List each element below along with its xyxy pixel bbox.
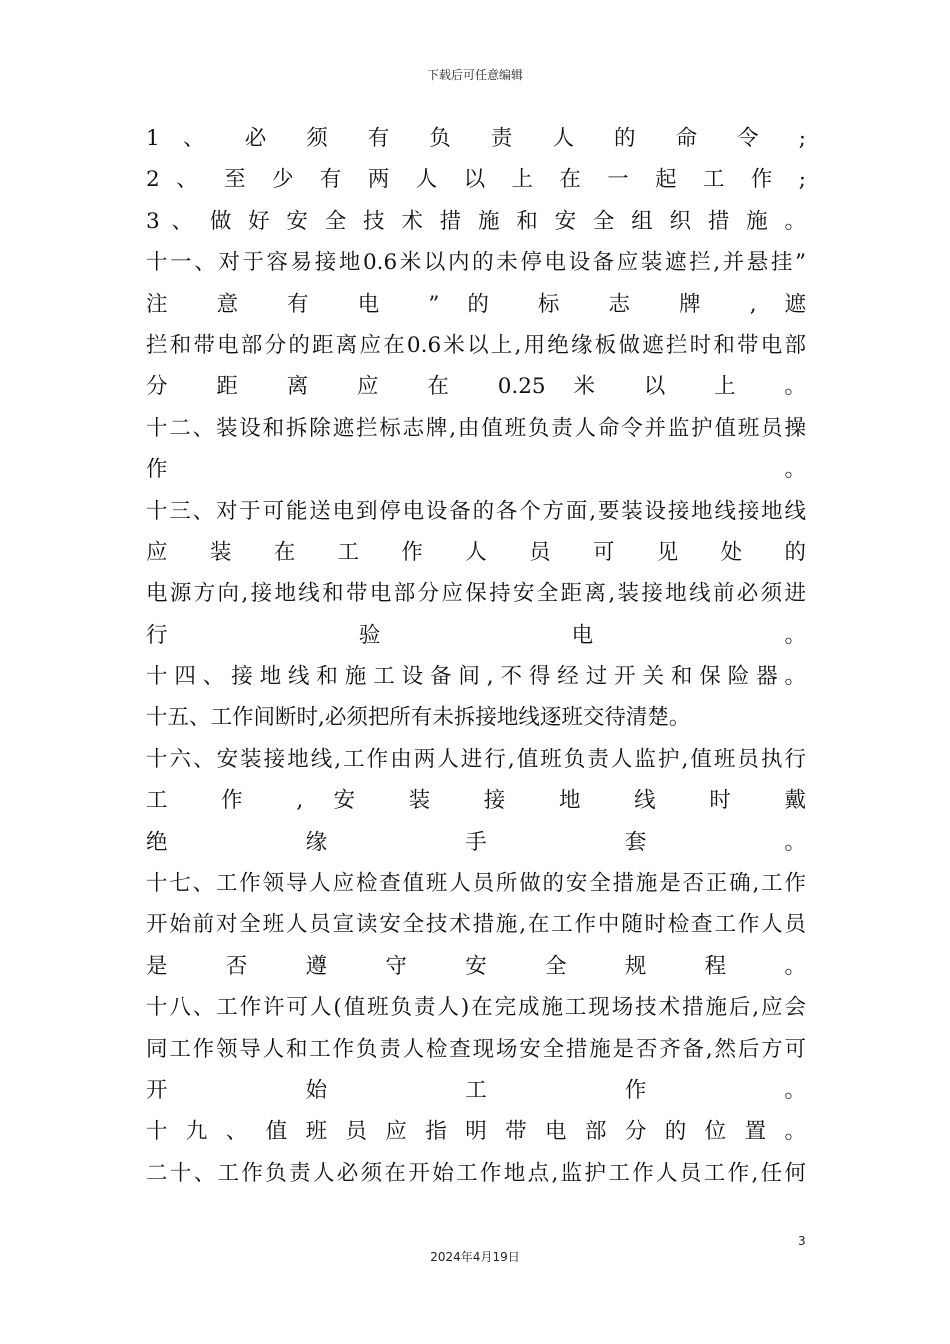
text-line: 是 否 遵 守 安 全 规 程 。 (146, 953, 806, 979)
text-line: 作 。 (146, 457, 806, 483)
text-line: 开 始 工 作 。 (146, 1077, 806, 1103)
text-line: 分 距 离 应 在 0.25 米 以 上 。 (146, 374, 806, 400)
text-line: 同工作领导人和工作负责人检查现场安全措施是否齐备,然后方可 (146, 1036, 806, 1062)
text-line: 行 验 电 。 (146, 622, 806, 648)
text-line: 注 意 有 电 ” 的 标 志 牌 , 遮 (146, 291, 806, 317)
text-line: 工 作 , 安 装 接 地 线 时 戴 (146, 788, 806, 814)
text-line: 拦和带电部分的距离应在0.6米以上,用绝缘板做遮拦时和带电部 (146, 332, 806, 358)
text-line: 二十、工作负责人必须在开始工作地点,监护工作人员工作,任何 (146, 1160, 806, 1186)
text-line: 十六、安装接地线,工作由两人进行,值班负责人监护,值班员执行 (146, 746, 806, 772)
text-line: 1 、 必 须 有 负 责 人 的 命 令 ; (146, 126, 806, 151)
document-body (146, 118, 806, 1194)
text-line: 2 、 至 少 有 两 人 以 上 在 一 起 工 作 ; (146, 167, 806, 193)
text-line: 开始前对全班人员宣读安全技术措施,在工作中随时检查工作人员 (146, 912, 806, 938)
text-line: 十五、工作间断时,必须把所有未拆接地线逐班交待清楚。 (146, 705, 691, 731)
text-line: 绝 缘 手 套 。 (146, 829, 806, 855)
text-line: 十二、装设和拆除遮拦标志牌,由值班负责人命令并监护值班员操 (146, 415, 806, 441)
text-line: 应 装 在 工 作 人 员 可 见 处 的 (146, 539, 806, 565)
text-line: 十三、对于可能送电到停电设备的各个方面,要装设接地线接地线 (146, 498, 806, 524)
text-line: 十 九 、 值 班 员 应 指 明 带 电 部 分 的 位 置 。 (146, 1119, 806, 1145)
text-line: 十 四 、 接 地 线 和 施 工 设 备 间 , 不 得 经 过 开 关 和 保 险 器 。 (146, 664, 806, 690)
page-number: 3 (798, 1234, 806, 1248)
text-line: 电源方向,接地线和带电部分应保持安全距离,装接地线前必须进 (146, 581, 806, 607)
text-line: 十七、工作领导人应检查值班人员所做的安全措施是否正确,工作 (146, 871, 806, 897)
text-line: 3 、 做 好 安 全 技 术 措 施 和 安 全 组 织 措 施 。 (146, 208, 806, 234)
text-line: 十一、对于容易接地0.6米以内的未停电设备应装遮拦,并悬挂” (146, 250, 806, 276)
page-header: 下载后可任意编辑 (426, 68, 523, 82)
text-line: 十八、工作许可人(值班负责人)在完成施工现场技术措施后,应会 (146, 995, 806, 1021)
page-footer-date: 2024年4月19日 (430, 1250, 520, 1264)
